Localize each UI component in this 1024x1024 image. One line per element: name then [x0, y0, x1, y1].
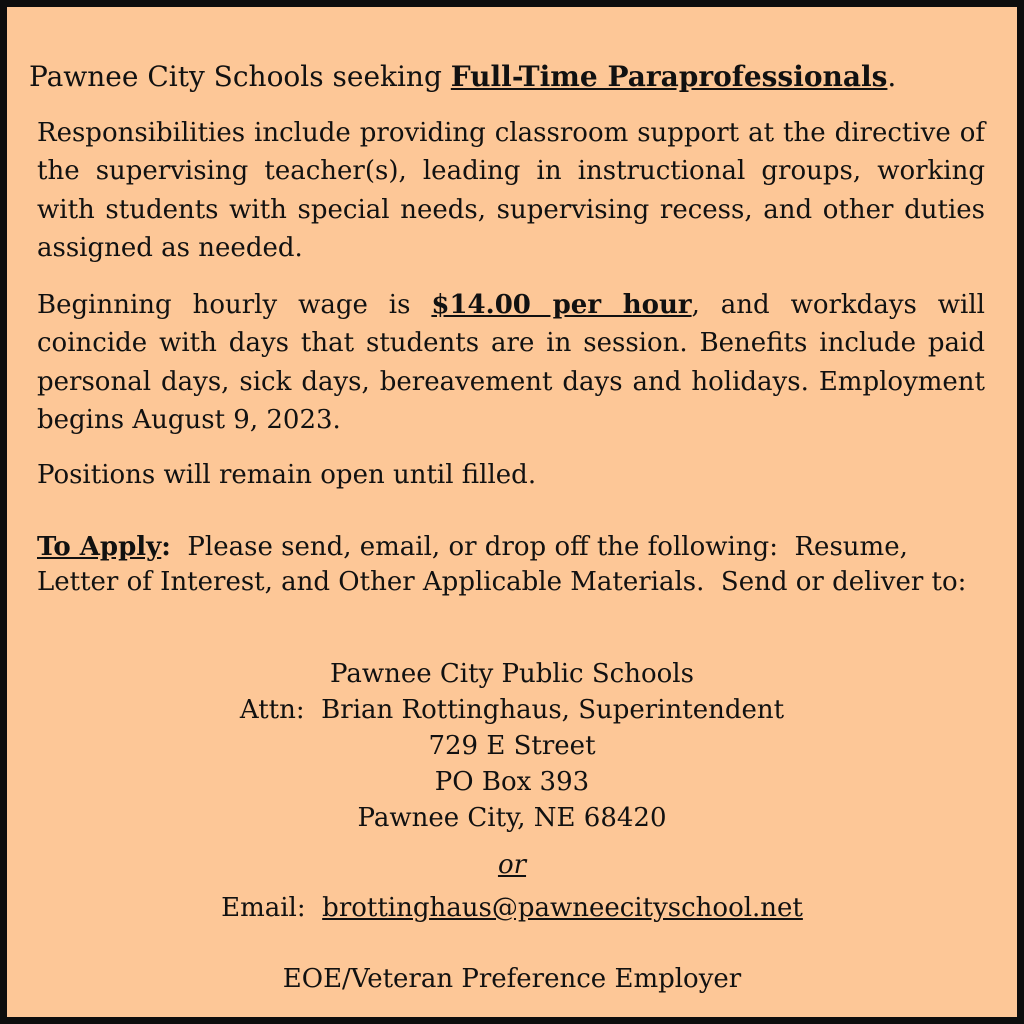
eoe-statement: EOE/Veteran Preference Employer — [282, 964, 742, 994]
address-line-street: 729 E Street — [428, 731, 596, 761]
address-line-po-box: PO Box 393 — [434, 767, 590, 797]
hourly-wage: $14.00 per hour — [431, 290, 692, 320]
address-line-city: Pawnee City, NE 68420 — [357, 803, 667, 833]
address-line-attn: Attn: Brian Rottinghaus, Superintendent — [239, 695, 785, 725]
headline-suffix: . — [887, 60, 897, 93]
responsibilities-paragraph: Responsibilities include providing classroom support at the directive of the supervising teacher(s), leading in instructional groups, working with students with special needs, supervising recess, and other duties assigned as needed. — [37, 118, 985, 263]
open-until-filled: Positions will remain open until filled. — [37, 460, 537, 490]
email-line — [7, 890, 1017, 926]
position-title: Full-Time Paraprofessionals — [450, 60, 888, 93]
wage-prefix: Beginning hourly wage is — [37, 290, 432, 320]
or-separator: or — [497, 850, 527, 880]
email-label: Email: — [221, 893, 323, 923]
apply-instructions — [37, 530, 985, 599]
wage-paragraph — [37, 286, 985, 439]
headline-prefix: Pawnee City Schools seeking — [29, 60, 451, 93]
headline — [29, 59, 1009, 95]
apply-label: To Apply — [37, 532, 162, 562]
address-line-school: Pawnee City Public Schools — [330, 659, 694, 689]
apply-text: Please send, email, or drop off the following: Resume, Letter of Interest, and Other Applicable Materials. Send or deliver to: — [37, 532, 967, 597]
email-link[interactable]: brottinghaus@pawneecityschool.net — [322, 893, 803, 923]
apply-colon: : — [161, 532, 171, 562]
wage-details: , and workdays will coincide with days that students are in session. Benefits include paid personal days, sick days, bereavement days and holidays. Employment begins August 9, 2023. — [37, 290, 985, 435]
